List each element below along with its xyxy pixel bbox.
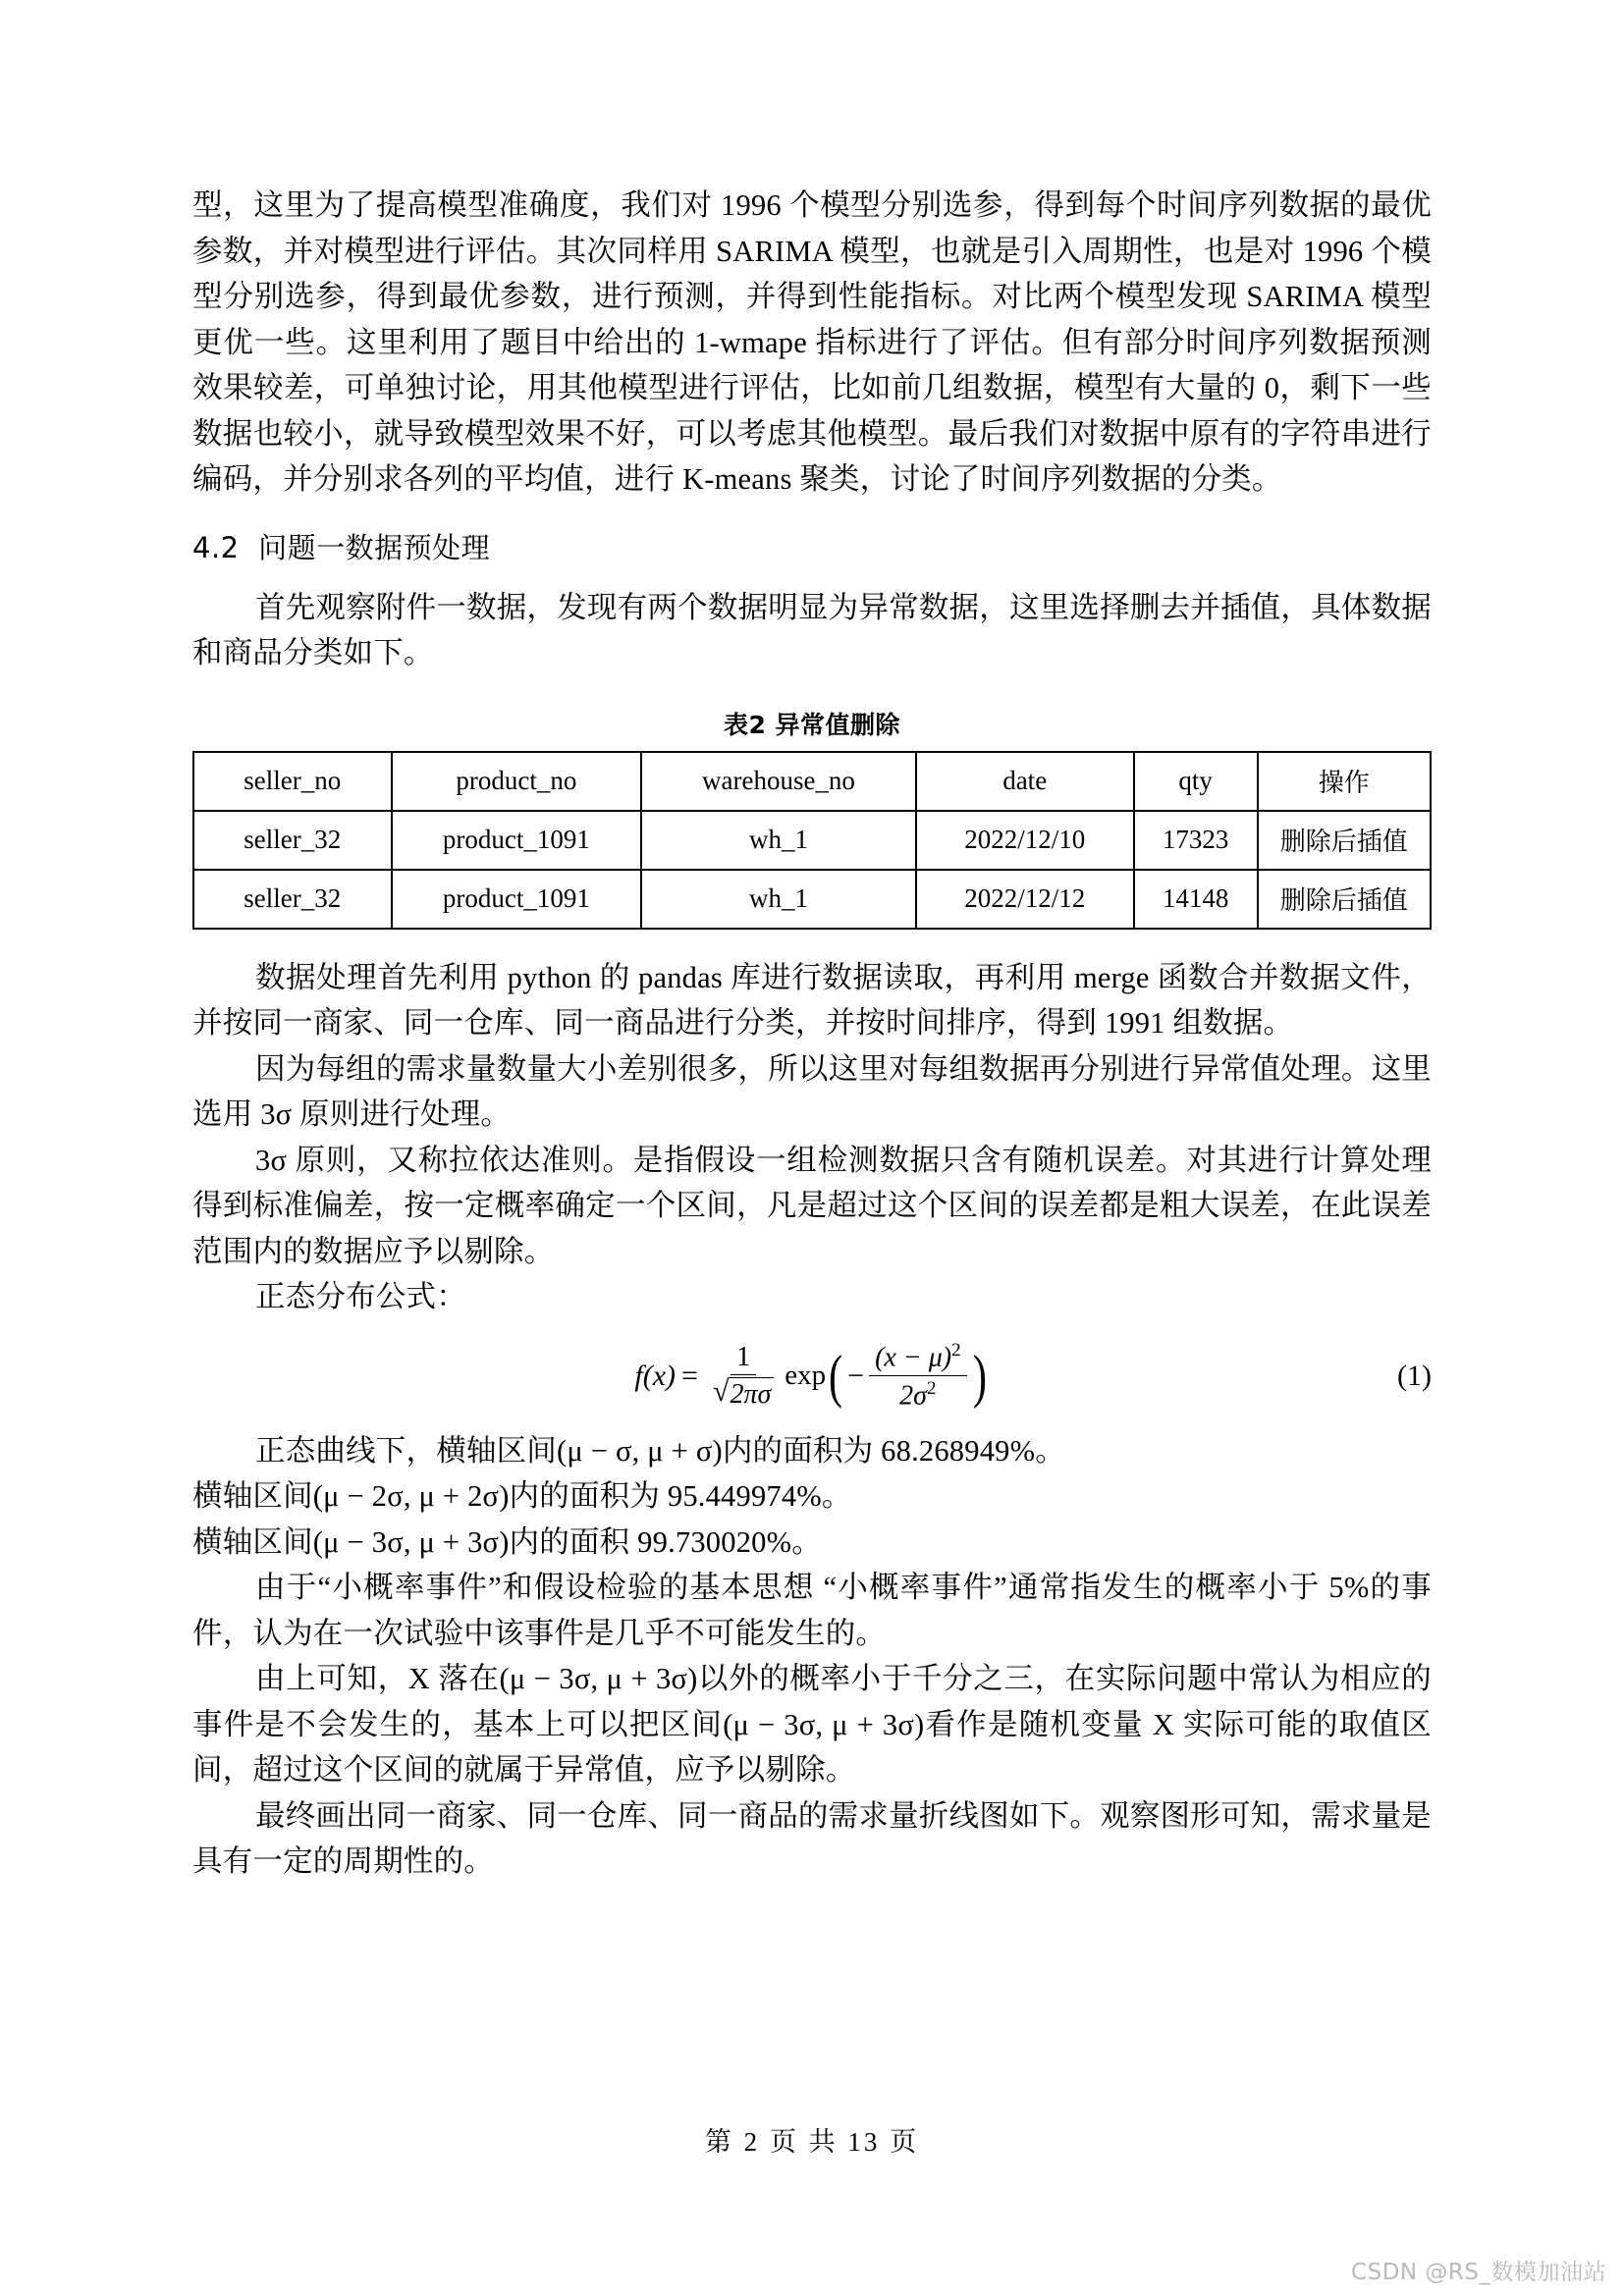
table-header-warehouse-no: warehouse_no — [641, 752, 916, 811]
table-header-date: date — [916, 752, 1134, 811]
formula-expression — [634, 1340, 989, 1412]
exp-num-text: (x − μ) — [875, 1342, 952, 1373]
formula-denominator — [707, 1375, 780, 1411]
table-header-seller-no: seller_no — [193, 752, 392, 811]
cell-seller-no: seller_32 — [193, 811, 392, 870]
table-row — [193, 870, 1431, 929]
csdn-watermark: CSDN @RS_数模加油站 — [1351, 2260, 1606, 2285]
cell-warehouse-no: wh_1 — [641, 870, 916, 929]
cell-qty: 17323 — [1134, 811, 1258, 870]
paragraph-area-2sigma: 横轴区间(μ − 2σ, μ + 2σ)内的面积为 95.449974%。 — [192, 1479, 852, 1513]
formula-number: (1) — [1397, 1359, 1432, 1392]
formula-exponent-fraction — [869, 1340, 967, 1412]
exp-num-sup: 2 — [951, 1340, 961, 1362]
cell-product-no: product_1091 — [392, 870, 642, 929]
table-caption: 表2 异常值删除 — [723, 710, 901, 739]
paragraph-area-1sigma: 正态曲线下，横轴区间(μ − σ, μ + σ)内的面积为 68.268949%。 — [255, 1433, 1065, 1468]
table-header-operation: 操作 — [1258, 752, 1431, 811]
cell-operation: 删除后插值 — [1258, 870, 1431, 929]
paragraph-final: 最终画出同一商家、同一仓库、同一商品的需求量折线图如下。观察图形可知，需求量是具有一定的周期性的。 — [192, 1798, 1432, 1878]
radical-symbol: √ — [712, 1374, 730, 1408]
paragraph-small-probability: 由于“小概率事件”和假设检验的基本思想 “小概率事件”通常指发生的概率小于 5%的事件，认为在一次试验中该事件是几乎不可能发生的。 — [192, 1571, 1432, 1650]
paragraph-sigma-intro: 因为每组的需求量数量大小差别很多，所以这里对每组数据再分别进行异常值处理。这里选用 3σ 原则进行处理。 — [192, 1051, 1432, 1131]
table-row — [193, 811, 1431, 870]
cell-date: 2022/12/10 — [916, 811, 1134, 870]
cell-date: 2022/12/12 — [916, 870, 1134, 929]
cell-qty: 14148 — [1134, 870, 1258, 929]
paren-open-icon: ( — [829, 1343, 843, 1409]
outlier-removal-table — [192, 751, 1432, 930]
page-content — [192, 183, 1432, 1885]
formula-exp-label: exp — [785, 1360, 827, 1391]
table-header-qty: qty — [1134, 752, 1258, 811]
table-header-product-no: product_no — [392, 752, 642, 811]
formula-equals: = — [681, 1359, 698, 1392]
formula-exp-denominator — [893, 1376, 942, 1412]
formula-exp-numerator — [869, 1340, 967, 1375]
paragraph-area-3sigma: 横轴区间(μ − 3σ, μ + 3σ)内的面积 99.730020%。 — [192, 1524, 822, 1559]
paren-close-icon: ) — [972, 1343, 987, 1409]
paragraph-sigma-rule: 3σ 原则，又称拉依达准则。是指假设一组检测数据只含有随机误差。对其进行计算处理得到标准偏差，按一定概率确定一个区间，凡是超过这个区间的误差都是粗大误差，在此误差范围内的数据应予以剔除。 — [192, 1143, 1432, 1268]
section-number: 4.2 — [192, 530, 240, 564]
paragraph-conclusion: 由上可知，X 落在(μ − 3σ, μ + 3σ)以外的概率小于千分之三，在实际问题中常认为相应的事件是不会发生的，基本上可以把区间(μ − 3σ, μ + 3σ)看作是随机变量 X 实际可能的取值区间，超过这个区间的就属于异常值，应予以剔除。 — [192, 1662, 1432, 1787]
cell-warehouse-no: wh_1 — [641, 811, 916, 870]
section-title: 问题一数据预处理 — [258, 530, 491, 564]
formula-main-fraction — [707, 1342, 780, 1411]
exp-den-sup: 2 — [926, 1377, 937, 1399]
page-footer: 第 2 页 共 13 页 — [704, 2127, 920, 2157]
section-heading-4-2 — [192, 528, 1432, 567]
table-header-row — [193, 752, 1431, 811]
paragraph-normal-dist-label: 正态分布公式： — [255, 1280, 466, 1313]
sqrt-icon — [712, 1374, 774, 1411]
cell-operation: 删除后插值 — [1258, 811, 1431, 870]
paragraph-observe: 首先观察附件一数据，发现有两个数据明显为异常数据，这里选择删去并插值，具体数据和商品分类如下。 — [192, 590, 1432, 669]
cell-seller-no: seller_32 — [193, 870, 392, 929]
normal-distribution-formula — [192, 1334, 1432, 1418]
paragraph-intro: 型，这里为了提高模型准确度，我们对 1996 个模型分别选参，得到每个时间序列数据的最优参数，并对模型进行评估。其次同样用 SARIMA 模型，也就是引入周期性，也是对 1996 个模型分别选参，得到最优参数，进行预测，并得到性能指标。对比两个模型发现 SARIMA 模型更优一些。这里利用了题目中给出的 1-wmape 指标进行了评估。但有部分时间序列数据预测效果较差，可单独讨论，用其他模型进行评估，比如前几组数据，模型有大量的 0，剩下一些数据也较小，就导致模型效果不好，可以考虑其他模型。最后我们对数据中原有的字符串进行编码，并分别求各列的平均值，进行 K-means 聚类，讨论了时间序列数据的分类。 — [192, 188, 1432, 496]
formula-sqrt-body: 2πσ — [729, 1377, 774, 1411]
paragraph-pandas: 数据处理首先利用 python 的 pandas 库进行数据读取，再利用 merge 函数合并数据文件，并按同一商家、同一仓库、同一商品进行分类，并按时间排序，得到 1991 组数据。 — [192, 960, 1432, 1040]
cell-product-no: product_1091 — [392, 811, 642, 870]
formula-numerator: 1 — [731, 1342, 756, 1375]
exp-den-text: 2σ — [899, 1379, 927, 1411]
formula-fx: f(x) — [634, 1359, 677, 1392]
formula-minus: − — [847, 1359, 865, 1392]
